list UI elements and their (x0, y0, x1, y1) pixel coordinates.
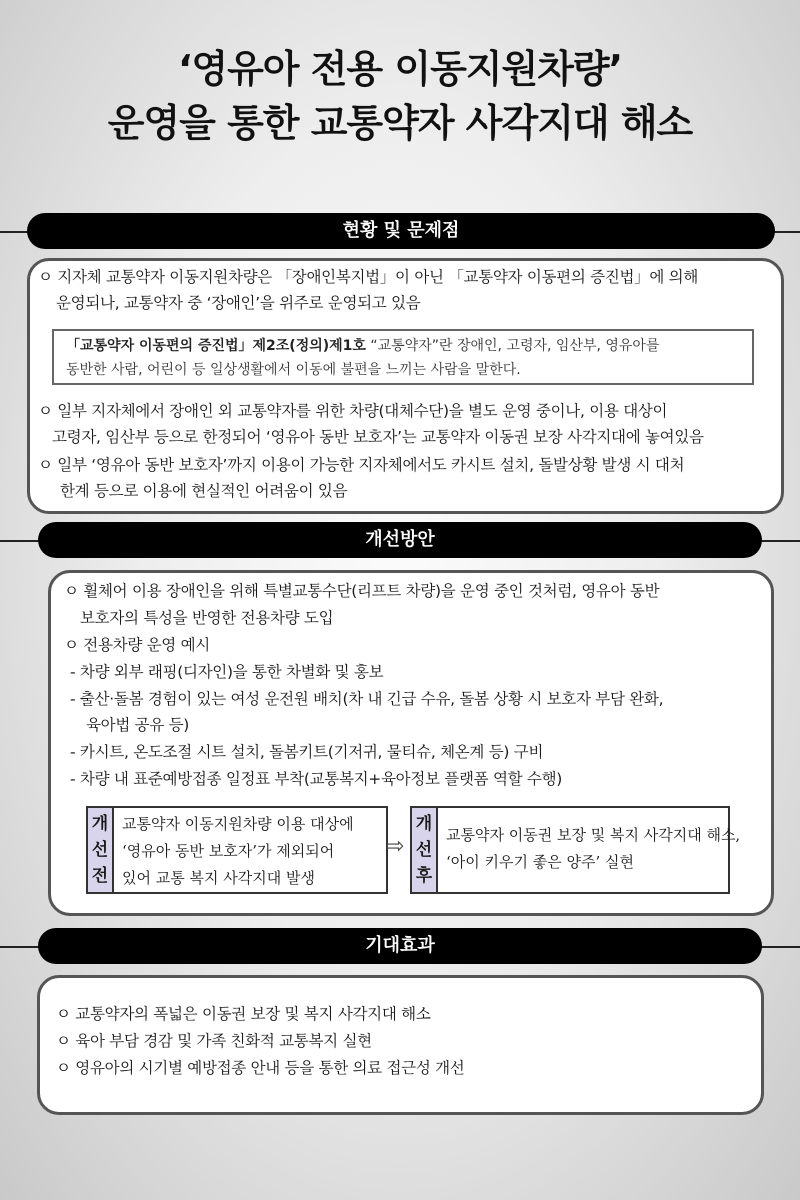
plan-paragraph-2: ㅇ 전용차량 운영 예시 (64, 636, 210, 654)
plan-bullet-3: - 카시트, 온도조절 시트 설치, 돌봄키트(기저귀, 물티슈, 체온계 등) 구비 (70, 743, 544, 761)
plan-bullet-1: - 차량 외부 래핑(디자인)을 통한 차별화 및 홍보 (70, 663, 384, 681)
effect-item-3: ㅇ 영유아의 시기별 예방접종 안내 등을 통한 의료 접근성 개선 (56, 1059, 465, 1077)
status-paragraph-2-line-2: 고령자, 임산부 등으로 한정되어 ‘영유아 동반 보호자’는 교통약자 이동권 보장 사각지대에 놓여있음 (52, 428, 704, 446)
law-excerpt-box (52, 329, 754, 385)
status-paragraph-3-line-2: 한계 등으로 이용에 현실적인 어려움이 있음 (60, 482, 348, 500)
plan-bullet-2-line-2: 육아법 공유 등) (86, 716, 190, 734)
status-section-header: 현황 및 문제점 (27, 213, 775, 249)
status-paragraph-1-line-2: 운영되나, 교통약자 중 ‘장애인’을 위주로 운영되고 있음 (56, 294, 421, 312)
law-text-line-2: 동반한 사람, 어린이 등 일상생활에서 이동에 불편을 느끼는 사람을 말한다. (66, 362, 521, 378)
status-paragraph-3-line-1: ㅇ 일부 ‘영유아 동반 보호자’까지 이용이 가능한 지자체에서도 카시트 설치, 돌발상황 발생 시 대처 (38, 456, 685, 474)
status-paragraph-2-line-1: ㅇ 일부 지자체에서 장애인 외 교통약자를 위한 차량(대체수단)을 별도 운영 중이나, 이용 대상이 (38, 402, 668, 420)
plan-bullet-4: - 차량 내 표준예방접종 일정표 부착(교통복지+육아정보 플랫폼 역할 수행) (70, 770, 563, 788)
before-label-char: 개 (91, 814, 109, 834)
before-label-char: 선 (91, 840, 109, 860)
plan-paragraph-1-line-2: 보호자의 특성을 반영한 전용차량 도입 (80, 609, 334, 627)
after-improvement-box (410, 806, 741, 894)
after-text-line-1: 교통약자 이동권 보장 및 복지 사각지대 해소, (446, 826, 741, 844)
after-label-char: 개 (415, 814, 433, 834)
after-text-line-2: ‘아이 키우기 좋은 양주’ 실현 (446, 853, 634, 871)
before-improvement-box (86, 806, 388, 894)
before-text-line-2: ‘영유아 동반 보호자’가 제외되어 (122, 842, 335, 860)
after-label-char: 후 (415, 866, 433, 886)
before-label (88, 808, 114, 892)
before-text-line-1: 교통약자 이동지원차량 이용 대상에 (122, 815, 354, 833)
page-title-line-2: 운영을 통한 교통약자 사각지대 해소 (107, 101, 693, 145)
plan-bullet-2-line-1: - 출산·돌봄 경험이 있는 여성 운전원 배치(차 내 긴급 수유, 돌봄 상황 시 보호자 부담 완화, (70, 690, 664, 708)
after-label (412, 808, 438, 892)
after-label-char: 선 (415, 840, 433, 860)
effect-section-header: 기대효과 (38, 928, 762, 964)
status-paragraph-1-line-1: ㅇ 지자체 교통약자 이동지원차량은 「장애인복지법」이 아닌 「교통약자 이동편의 증진법」에 의해 (38, 268, 699, 286)
page-title-line-1: ‘영유아 전용 이동지원차량’ (177, 47, 623, 91)
plan-section-header: 개선방안 (38, 522, 762, 558)
law-text-line-1: “교통약자”란 장애인, 고령자, 임산부, 영유아를 (365, 338, 660, 354)
before-label-char: 전 (91, 866, 109, 886)
effect-item-2: ㅇ 육아 부담 경감 및 가족 친화적 교통복지 실현 (56, 1032, 372, 1050)
before-text-line-3: 있어 교통 복지 사각지대 발생 (122, 869, 315, 887)
law-citation: 「교통약자 이동편의 증진법」제2조(정의)제1호 (66, 338, 366, 354)
plan-paragraph-1-line-1: ㅇ 휠체어 이용 장애인을 위해 특별교통수단(리프트 차량)을 운영 중인 것처럼, 영유아 동반 (64, 582, 660, 600)
arrow-right-icon: ⇨ (386, 834, 405, 859)
effect-item-1: ㅇ 교통약자의 폭넓은 이동권 보장 및 복지 사각지대 해소 (56, 1005, 431, 1023)
